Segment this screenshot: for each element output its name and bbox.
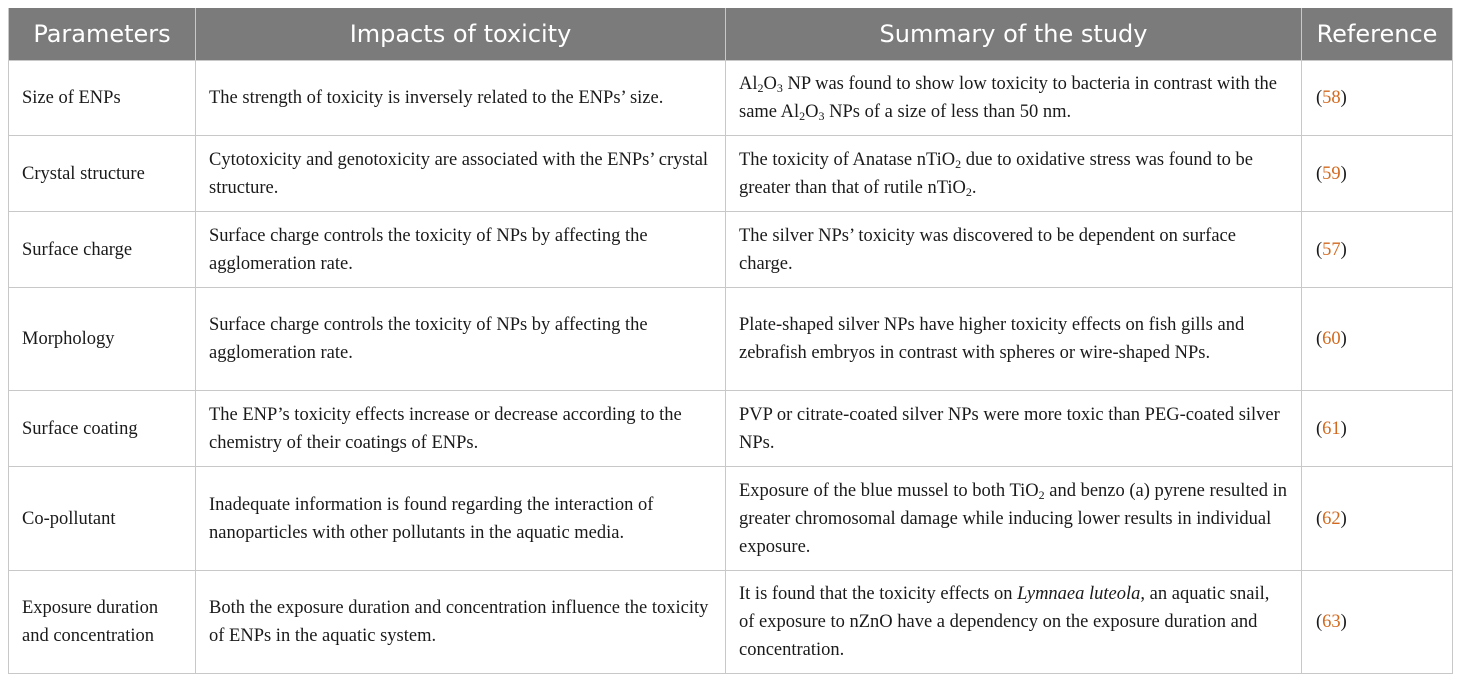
reference-link[interactable]: 63 [1322,612,1341,632]
ref-paren-close: ) [1340,329,1347,349]
ref-paren-open: ( [1316,88,1323,108]
ref-paren-close: ) [1340,239,1347,260]
ref-paren-close: ) [1340,163,1347,184]
table-row [9,391,1453,467]
summary-text: Exposure of the blue mussel to both TiO [739,480,1039,501]
reference-link[interactable]: 60 [1322,329,1341,349]
ref-paren-open: ( [1316,508,1323,529]
header-parameters: Parameters [9,8,196,61]
summary-text: Al [739,74,758,94]
table-body [9,61,1453,674]
ref-paren-close: ) [1340,508,1347,529]
ref-paren-open: ( [1316,418,1323,439]
parameter-cell: Surface charge [9,212,196,288]
summary-cell [726,571,1302,674]
impact-cell: Surface charge controls the toxicity of NPs by affecting the agglomeration rate. [196,288,726,391]
header-summary: Summary of the study [726,8,1302,61]
subscript: 2 [955,156,962,171]
summary-text: NPs of a size of less than 50 nm. [824,102,1072,122]
header-reference: Reference [1302,8,1453,61]
table-row [9,61,1453,136]
parameter-cell: Size of ENPs [9,61,196,136]
summary-cell [726,136,1302,212]
summary-text: . [971,177,977,198]
impact-cell: The ENP’s toxicity effects increase or decrease according to the chemistry of their coatings of ENPs. [196,391,726,467]
subscript: 2 [965,184,972,199]
impact-cell: Inadequate information is found regarding the interaction of nanoparticles with other pollutants in the aquatic media. [196,467,726,571]
reference-cell [1302,288,1453,391]
summary-text: O [763,74,777,94]
parameter-cell: Surface coating [9,391,196,467]
species-name: Lymnaea luteola [1017,584,1141,604]
table-row [9,136,1453,212]
reference-link[interactable]: 57 [1322,239,1341,260]
reference-link[interactable]: 61 [1322,418,1341,439]
subscript: 3 [776,81,783,95]
reference-cell [1302,136,1453,212]
summary-text: It is found that the toxicity effects on [739,584,1018,604]
impact-cell: The strength of toxicity is inversely related to the ENPs’ size. [196,61,726,136]
reference-cell [1302,571,1453,674]
parameter-cell: Exposure duration and concentration [9,571,196,674]
summary-text: due to oxidative stress was found to be greater than that of rutile nTiO [739,149,1253,198]
summary-text: The silver NPs’ toxicity was discovered to be dependent on surface charge. [739,225,1236,274]
header-impacts: Impacts of toxicity [196,8,726,61]
reference-cell [1302,467,1453,571]
table-container [8,8,1452,674]
parameter-cell: Co-pollutant [9,467,196,571]
header-row [9,8,1453,61]
parameter-cell: Morphology [9,288,196,391]
ref-paren-close: ) [1340,418,1347,439]
ref-paren-close: ) [1340,612,1347,632]
summary-cell [726,467,1302,571]
reference-link[interactable]: 59 [1322,163,1341,184]
subscript: 3 [818,109,825,123]
table-header [9,8,1453,61]
parameter-cell: Crystal structure [9,136,196,212]
summary-text: PVP or citrate-coated silver NPs were more toxic than PEG-coated silver NPs. [739,404,1280,453]
reference-cell [1302,391,1453,467]
summary-cell [726,391,1302,467]
ref-paren-open: ( [1316,329,1323,349]
impact-cell: Cytotoxicity and genotoxicity are associated with the ENPs’ crystal structure. [196,136,726,212]
subscript: 2 [799,109,806,123]
table-row [9,212,1453,288]
subscript: 2 [757,81,764,95]
summary-cell [726,212,1302,288]
summary-cell [726,288,1302,391]
impact-cell: Both the exposure duration and concentration influence the toxicity of ENPs in the aquatic system. [196,571,726,674]
ref-paren-open: ( [1316,163,1323,184]
reference-link[interactable]: 58 [1322,88,1341,108]
reference-link[interactable]: 62 [1322,508,1341,529]
subscript: 2 [1038,487,1045,502]
ref-paren-close: ) [1340,88,1347,108]
table-row [9,571,1453,674]
summary-text: O [805,102,819,122]
summary-text: Plate-shaped silver NPs have higher toxicity effects on fish gills and zebrafish embryos in contrast with spheres or wire-shaped NPs. [739,315,1245,363]
summary-text: NP was found to show low toxicity to bacteria in contrast with the same Al [739,74,1277,122]
summary-text: , an aquatic snail, of exposure to nZnO have a dependency on the exposure duration and concentration. [739,584,1270,660]
toxicity-parameters-table [8,8,1453,674]
reference-cell [1302,61,1453,136]
ref-paren-open: ( [1316,612,1323,632]
table-row [9,467,1453,571]
reference-cell [1302,212,1453,288]
ref-paren-open: ( [1316,239,1323,260]
table-row [9,288,1453,391]
impact-cell: Surface charge controls the toxicity of NPs by affecting the agglomeration rate. [196,212,726,288]
summary-cell [726,61,1302,136]
summary-text: and benzo (a) pyrene resulted in greater chromosomal damage while inducing lower results in individual exposure. [739,480,1288,557]
summary-text: The toxicity of Anatase nTiO [739,149,956,170]
